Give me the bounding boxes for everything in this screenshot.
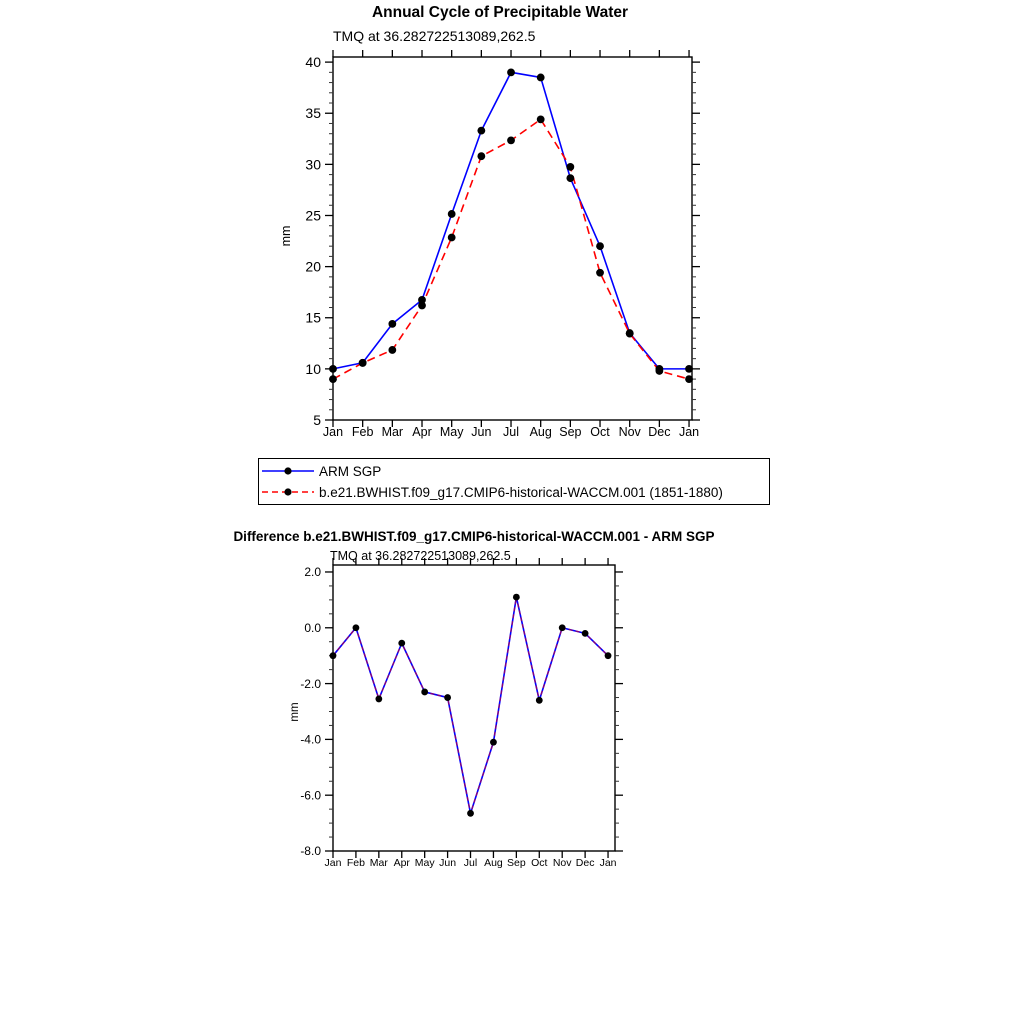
series-line-0: [333, 72, 689, 369]
y-tick-label: 2.0: [304, 565, 321, 580]
x-tick-label: Jan: [599, 857, 617, 870]
x-tick-label: Aug: [529, 424, 552, 439]
y-tick-label: 15: [305, 309, 321, 326]
annual-cycle-title: Annual Cycle of Precipitable Water: [371, 4, 629, 21]
plot-frame: [333, 565, 615, 851]
y-tick-label: 30: [305, 156, 321, 173]
legend-label-obs: ARM SGP: [319, 463, 382, 479]
annual-cycle-chart: [240, 45, 720, 450]
difference-subtitle: TMQ at 36.282722513089,262.5: [330, 549, 511, 563]
obs-line-sample-icon: [259, 463, 317, 479]
data-point-marker: [477, 127, 485, 135]
x-tick-label: Jan: [322, 424, 344, 439]
y-tick-label: -4.0: [300, 732, 321, 747]
y-tick-label: 40: [305, 54, 321, 71]
x-tick-label: Feb: [346, 857, 365, 870]
x-tick-label: Dec: [648, 424, 671, 439]
legend-item-obs: [259, 461, 769, 481]
annual-cycle-subtitle: TMQ at 36.282722513089,262.5: [333, 28, 536, 44]
x-tick-label: Sep: [507, 857, 526, 870]
data-point-marker: [477, 152, 485, 160]
data-point-marker: [507, 136, 515, 144]
data-point-marker: [448, 210, 456, 218]
data-point-marker: [329, 375, 337, 383]
y-axis-label-mm-bottom: mm: [289, 702, 301, 722]
data-point-marker: [421, 689, 428, 696]
data-point-marker: [353, 624, 360, 631]
data-point-marker: [596, 269, 604, 277]
difference-title: Difference b.e21.BWHIST.f09_g17.CMIP6-historical-WACCM.001 - ARM SGP: [233, 529, 715, 544]
x-tick-label: May: [414, 857, 435, 870]
data-point-marker: [490, 739, 497, 746]
x-tick-label: Nov: [552, 857, 572, 870]
data-point-marker: [685, 365, 693, 373]
x-tick-label: Mar: [369, 857, 388, 870]
data-point-marker: [448, 234, 456, 242]
data-point-marker: [507, 68, 515, 76]
data-point-marker: [513, 594, 520, 601]
x-tick-label: Jun: [471, 424, 492, 439]
x-tick-label: Dec: [575, 857, 595, 870]
x-tick-label: Apr: [412, 424, 432, 439]
data-point-marker: [559, 624, 566, 631]
x-tick-label: Oct: [590, 424, 610, 439]
data-point-marker: [537, 74, 545, 82]
series-line-1: [333, 119, 689, 379]
data-point-marker: [329, 365, 337, 373]
data-point-marker: [388, 320, 396, 328]
data-point-marker: [359, 359, 367, 367]
data-point-marker: [330, 652, 337, 659]
x-tick-label: Jun: [439, 857, 457, 870]
x-tick-label: Jan: [678, 424, 700, 439]
plot-frame: [333, 57, 692, 420]
data-point-marker: [418, 302, 426, 310]
data-point-marker: [685, 375, 693, 383]
x-tick-label: May: [439, 424, 464, 439]
x-tick-label: Nov: [618, 424, 641, 439]
difference-chart: [240, 558, 680, 880]
legend-box: [258, 458, 770, 505]
data-point-marker: [444, 694, 451, 701]
data-point-marker: [398, 640, 405, 647]
data-point-marker: [536, 697, 543, 704]
data-point-marker: [605, 652, 612, 659]
model-line-sample-icon: [259, 484, 317, 500]
y-tick-label: -6.0: [300, 788, 321, 803]
x-tick-label: Feb: [351, 424, 374, 439]
y-tick-label: 5: [313, 411, 321, 428]
legend-label-model: b.e21.BWHIST.f09_g17.CMIP6-historical-WACCM.001 (1851-1880): [319, 484, 723, 500]
y-tick-label: 35: [305, 105, 321, 122]
data-point-marker: [582, 630, 589, 637]
y-tick-label: 0.0: [304, 620, 321, 635]
data-point-marker: [537, 115, 545, 123]
x-tick-label: Jan: [324, 857, 342, 870]
data-point-marker: [467, 810, 474, 817]
x-tick-label: Sep: [559, 424, 582, 439]
x-tick-label: Aug: [484, 857, 503, 870]
data-point-marker: [626, 330, 634, 338]
x-tick-label: Mar: [381, 424, 404, 439]
data-point-marker: [596, 242, 604, 250]
x-tick-label: Oct: [531, 857, 548, 870]
data-point-marker: [566, 174, 574, 182]
x-tick-label: Apr: [393, 857, 410, 870]
y-tick-label: -2.0: [300, 676, 321, 691]
y-axis-label-mm-top: mm: [279, 225, 293, 247]
data-point-marker: [388, 346, 396, 354]
data-point-marker: [375, 696, 382, 703]
y-tick-label: -8.0: [300, 844, 321, 859]
x-tick-label: Jul: [463, 857, 478, 870]
y-tick-label: 20: [305, 258, 321, 275]
data-point-marker: [655, 367, 663, 375]
y-tick-label: 25: [305, 207, 321, 224]
x-tick-label: Jul: [503, 424, 520, 439]
data-point-marker: [566, 163, 574, 171]
y-tick-label: 10: [305, 360, 321, 377]
legend-item-model: [259, 482, 769, 502]
series-line-0: [333, 597, 608, 813]
